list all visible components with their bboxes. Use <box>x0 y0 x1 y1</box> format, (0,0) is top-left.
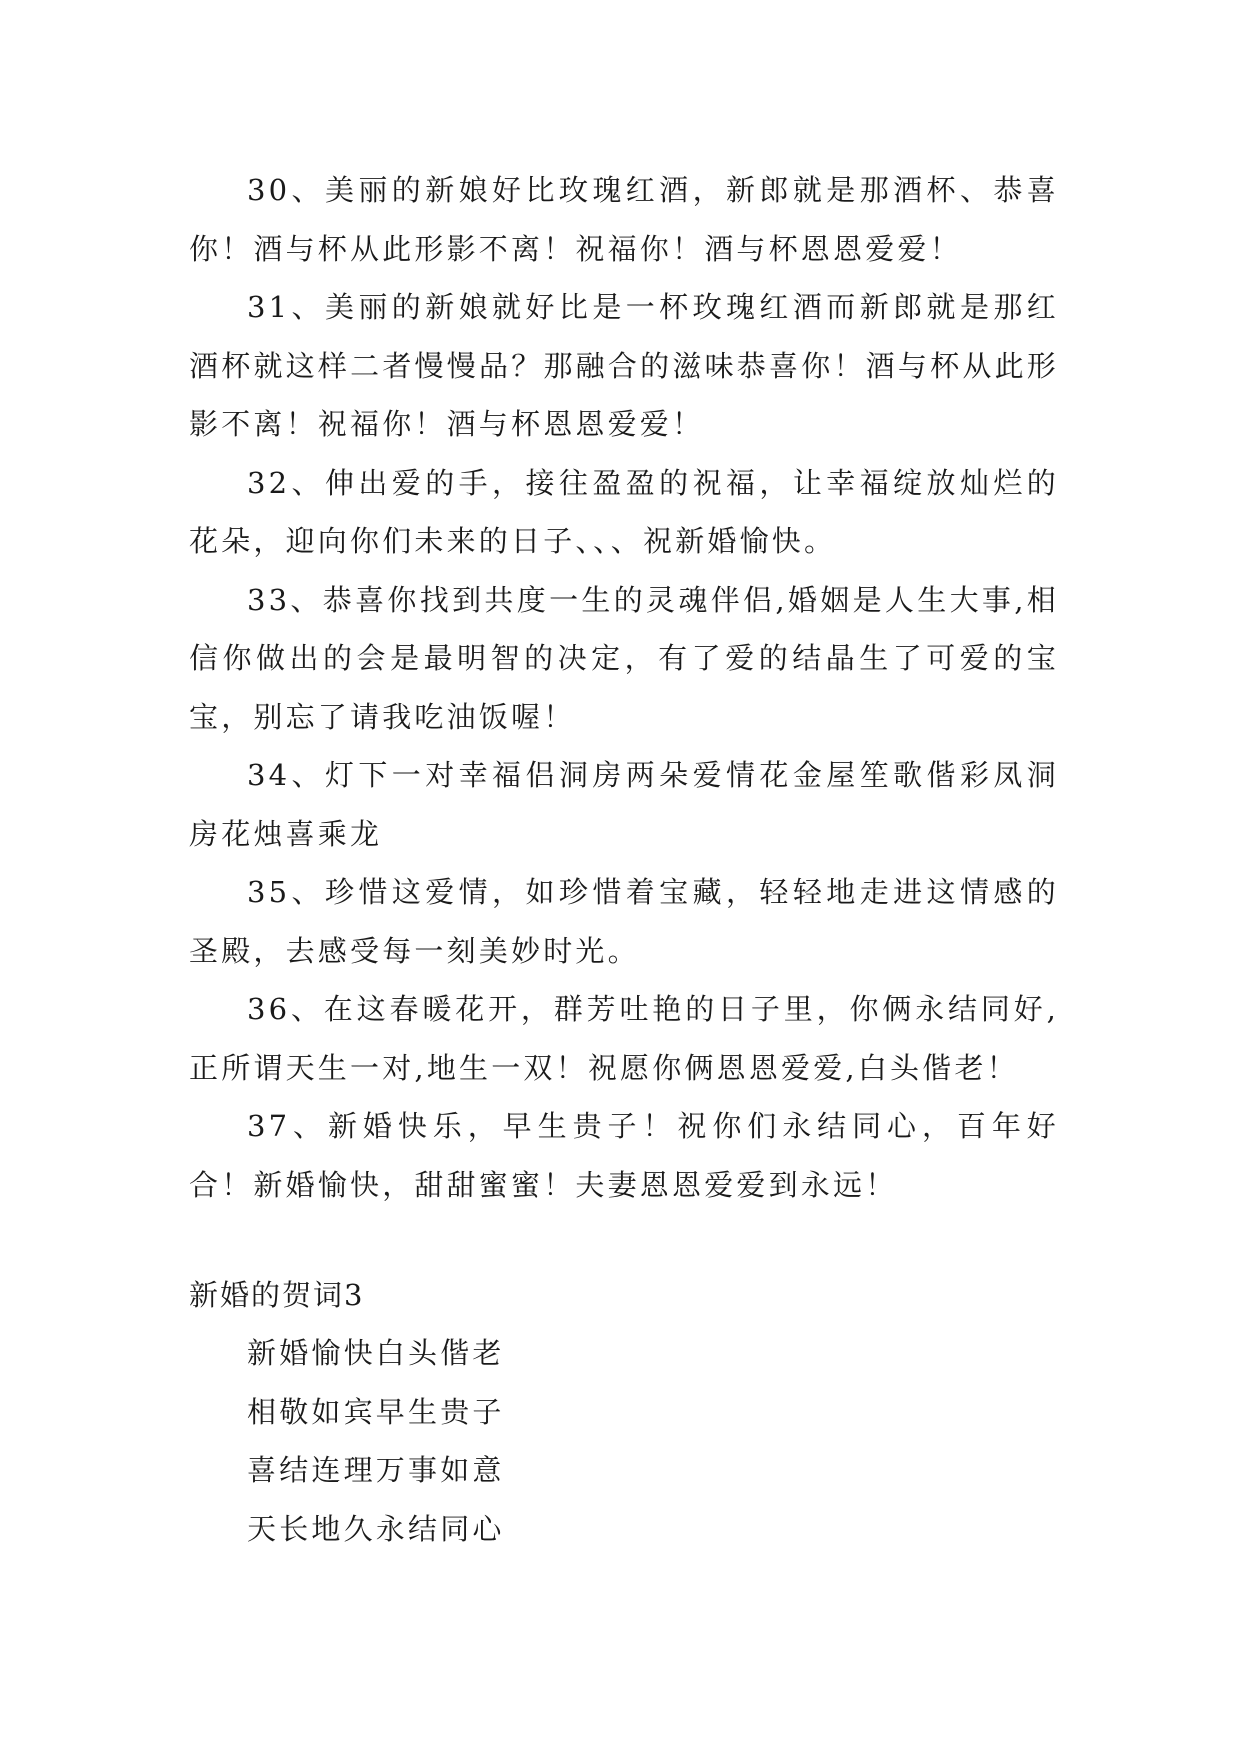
verse-line: 新婚愉快白头偕老 <box>247 1336 505 1370</box>
greeting-paragraph: 31、美丽的新娘就好比是一杯玫瑰红酒而新郎就是那红酒杯就这样二者慢慢品？那融合的滋味恭喜你！酒与杯从此形影不离！祝福你！酒与杯恩恩爱爱！ <box>189 290 1059 441</box>
greeting-paragraph: 33、恭喜你找到共度一生的灵魂伴侣,婚姻是人生大事,相信你做出的会是最明智的决定，有了爱的结晶生了可爱的宝宝，别忘了请我吃油饭喔！ <box>189 582 1059 734</box>
greeting-paragraph: 34、灯下一对幸福侣洞房两朵爱情花金屋笙歌偕彩凤洞房花烛喜乘龙 <box>189 758 1059 851</box>
greeting-paragraph: 37、新婚快乐，早生贵子！祝你们永结同心，百年好合！新婚愉快，甜甜蜜蜜！夫妻恩恩爱爱到永远！ <box>189 1109 1059 1202</box>
greeting-paragraph: 36、在这春暖花开，群芳吐艳的日子里，你俩永结同好,正所谓天生一对,地生一双！祝愿你俩恩恩爱爱,白头偕老！ <box>189 992 1059 1085</box>
verse-list <box>189 1324 505 1558</box>
greeting-paragraph: 30、美丽的新娘好比玫瑰红酒，新郎就是那酒杯、恭喜你！酒与杯从此形影不离！祝福你！酒与杯恩恩爱爱！ <box>189 173 1059 266</box>
verse-line: 相敬如宾早生贵子 <box>247 1394 505 1429</box>
greetings-list <box>189 161 1059 1214</box>
verse-line: 天长地久永结同心 <box>247 1511 505 1546</box>
verse-line: 喜结连理万事如意 <box>247 1453 505 1487</box>
greeting-paragraph: 32、伸出爱的手，接往盈盈的祝福，让幸福绽放灿烂的花朵，迎向你们未来的日子、、、祝新婚愉快。 <box>189 465 1059 558</box>
greeting-paragraph: 35、珍惜这爱情，如珍惜着宝藏，轻轻地走进这情感的圣殿，去感受每一刻美妙时光。 <box>189 875 1059 968</box>
section-title: 新婚的贺词3 <box>189 1278 365 1312</box>
